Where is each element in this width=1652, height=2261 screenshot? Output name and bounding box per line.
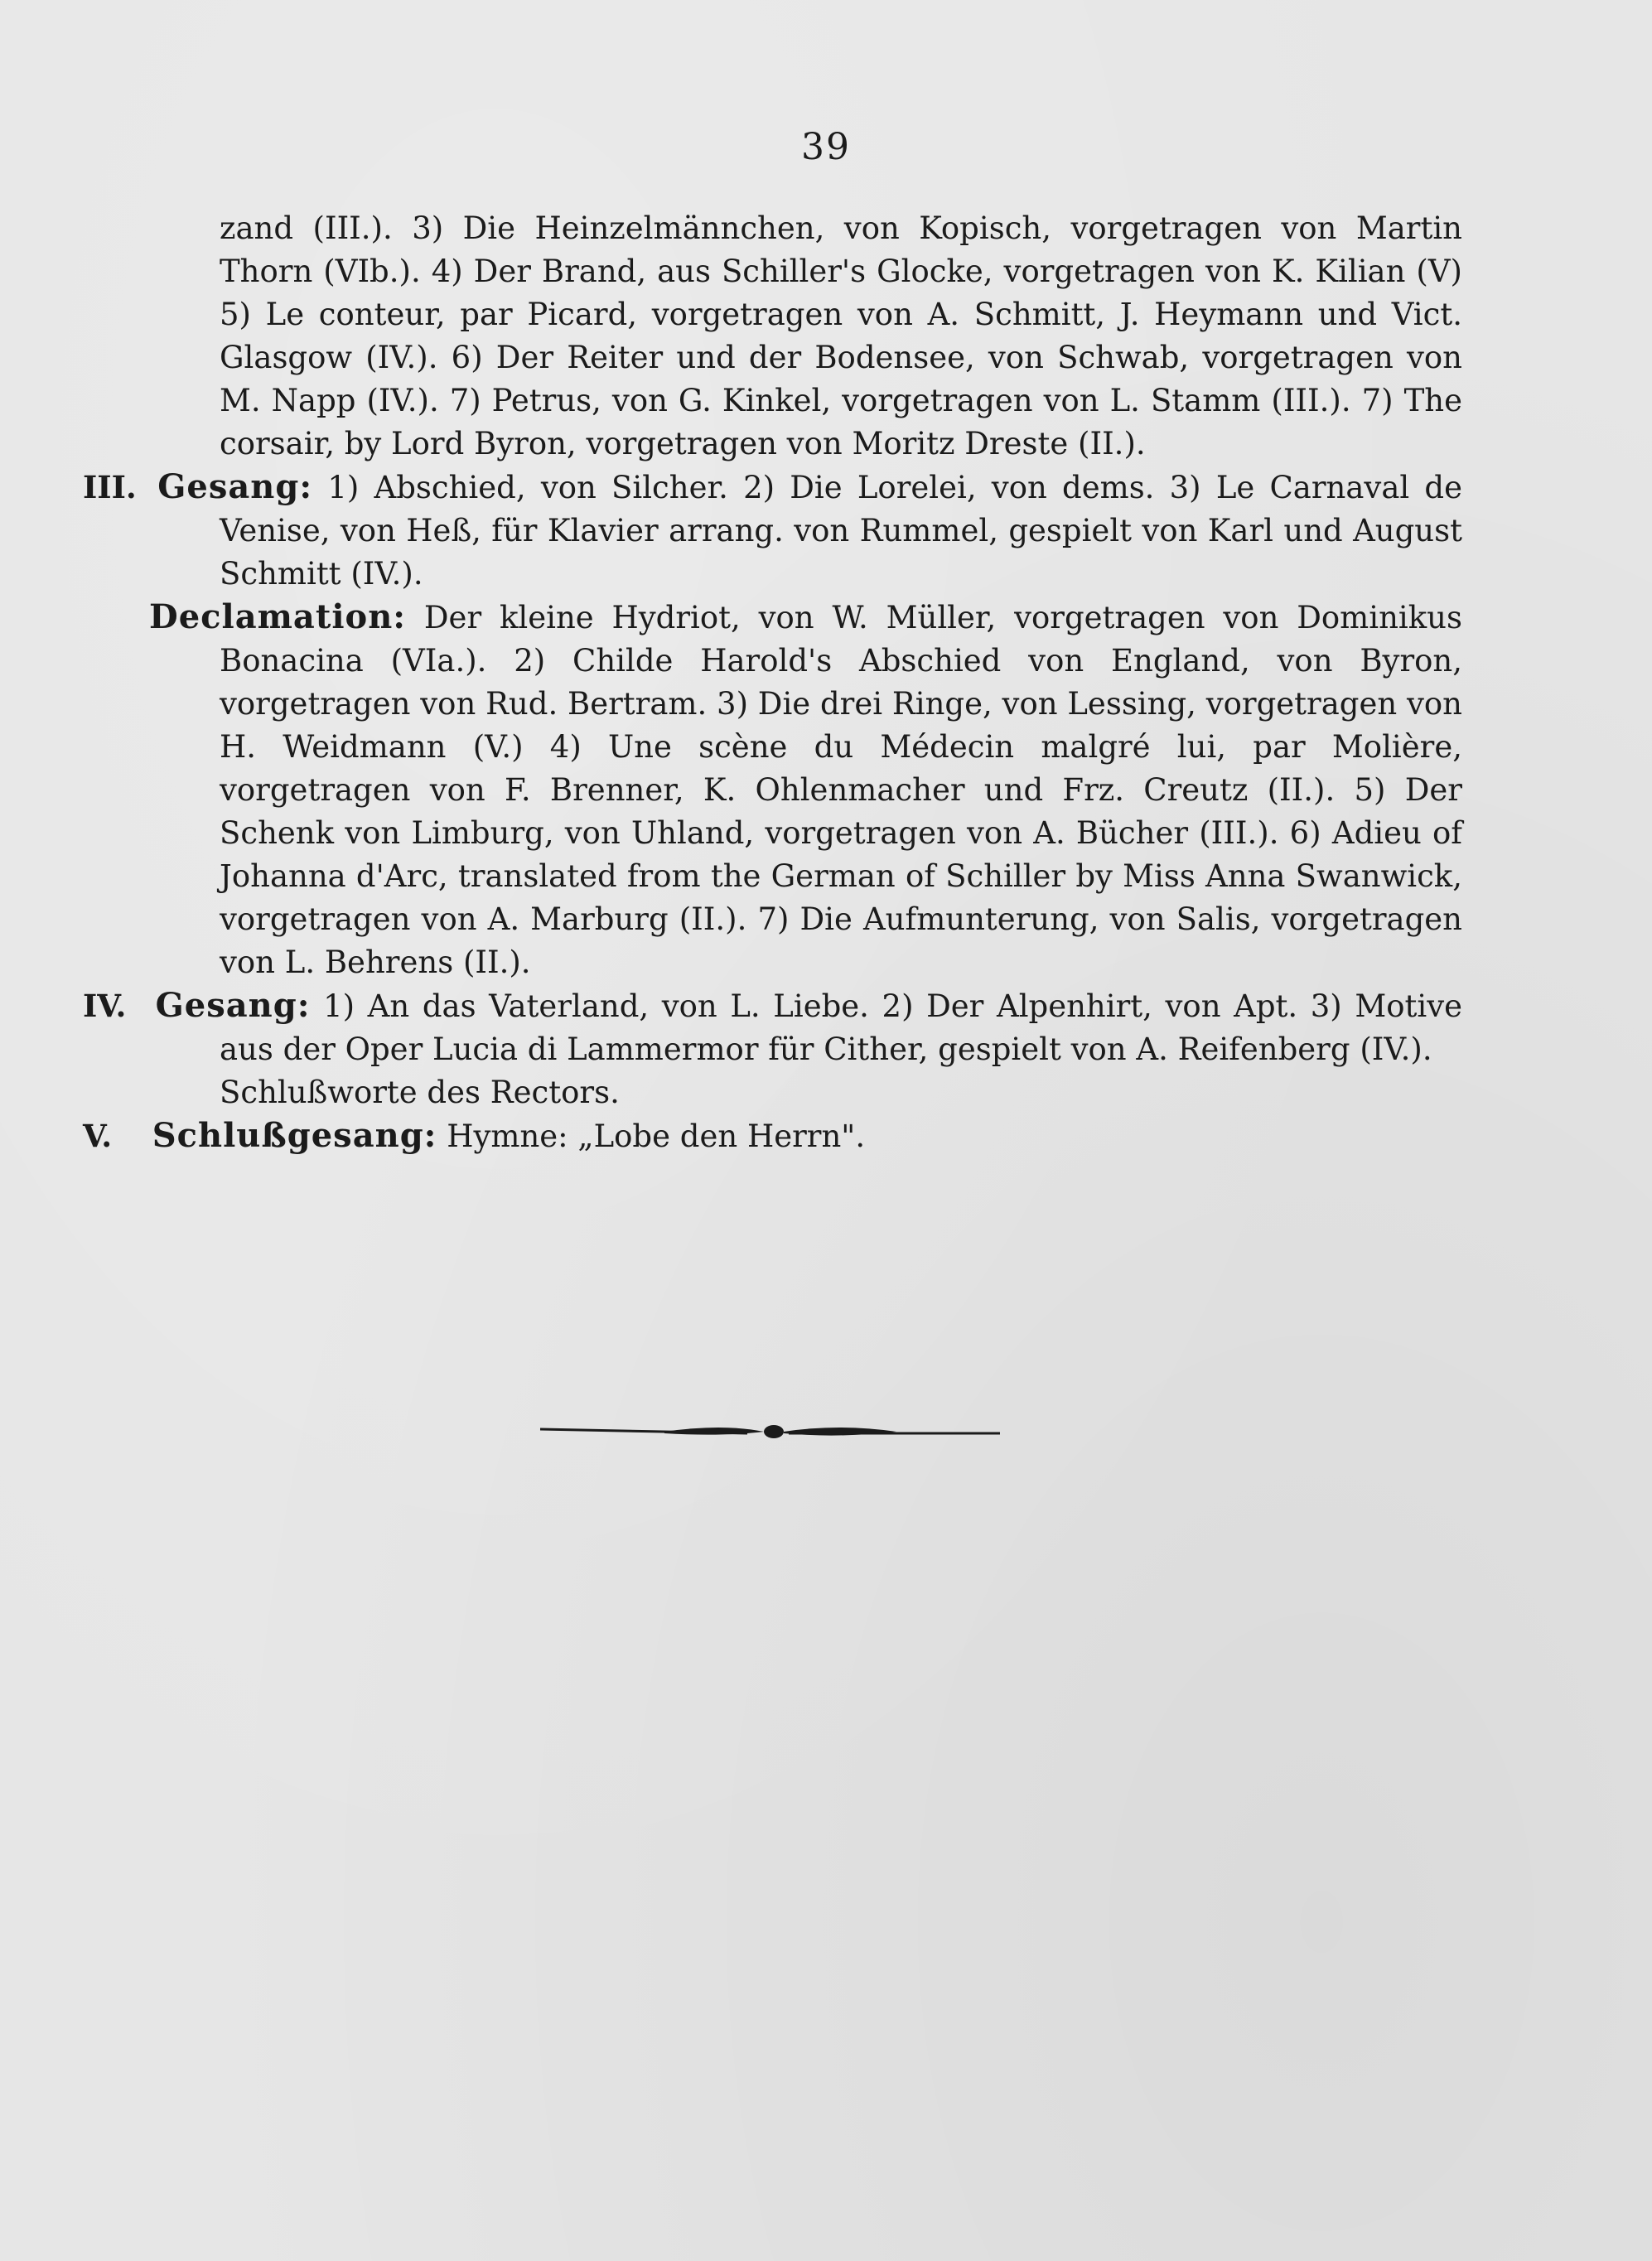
continued-paragraph: zand (III.). 3) Die Heinzelmännchen, von Kopisch, vorgetragen von Martin Thorn (VIb.). 4) Der Brand, aus Schiller's Glocke, vorgetragen von K. Kilian (V) 5) Le conteur, par Picard, vorgetragen von A. Schmitt, J. Heymann und Vict. Glasgow (IV.). 6) Der Reiter und der Bodensee, von Schwab, vorgetragen von M. Napp (IV.). 7) Petrus, von G. Kinkel, vorgetragen von L. Stamm (III.). 7) The corsair, by Lord Byron, vorgetragen von Moritz Dreste (II.). (220, 210, 1462, 461)
ornament-center (764, 1425, 784, 1438)
section-text: Hymne: „Lobe den Herrn". (447, 1118, 866, 1154)
program-text (83, 207, 1462, 1158)
section-v-schlussgesang (83, 1114, 1462, 1158)
section-heading: Gesang: (155, 986, 311, 1025)
closing-words: Schlußworte des Rectors. (220, 1075, 620, 1110)
page-number: 39 (801, 126, 851, 168)
section-iii-declamation (83, 596, 1462, 984)
section-roman-numeral: V. (83, 1118, 113, 1154)
section-iv-gesang (83, 984, 1462, 1071)
section-text: 1) An das Vaterland, von L. Liebe. 2) Der Alpenhirt, von Apt. 3) Motive aus der Oper Lucia di Lammermor für Cither, gespielt von A. Reifenberg (IV.). (220, 988, 1462, 1067)
section-heading: Gesang: (157, 467, 313, 506)
section-heading: Declamation: (149, 597, 407, 636)
ornament-swash-left (664, 1428, 764, 1435)
ornament-divider (540, 1417, 1000, 1450)
section-text: 1) Abschied, von Silcher. 2) Die Lorelei, von dems. 3) Le Carnaval de Venise, von Heß, für Klavier arrang. von Rummel, gespielt von Karl und August Schmitt (IV.). (220, 470, 1463, 592)
section-heading: Schlußgesang: (152, 1116, 437, 1155)
section-text: Der kleine Hydriot, von W. Müller, vorgetragen von Dominikus Bonacina (VIa.). 2) Childe Harold's Abschied von England, von Byron, vorgetragen von Rud. Bertram. 3) Die drei Ringe, von Lessing, vorgetragen von H. Weidmann (V.) 4) Une scène du Médecin malgré lui, par Molière, vorgetragen von F. Brenner, K. Ohlenmacher und Frz. Creutz (II.). 5) Der Schenk von Limburg, von Uhland, vorgetragen von A. Bücher (III.). 6) Adieu of Johanna d'Arc, translated from the German of Schiller by Miss Anna Swanwick, vorgetragen von A. Marburg (II.). 7) Die Aufmunterung, von Salis, vorgetragen von L. Behrens (II.). (220, 600, 1462, 980)
section-roman-numeral: IV. (83, 988, 127, 1024)
section-iii-gesang (83, 466, 1462, 596)
section-roman-numeral: III. (83, 469, 137, 505)
